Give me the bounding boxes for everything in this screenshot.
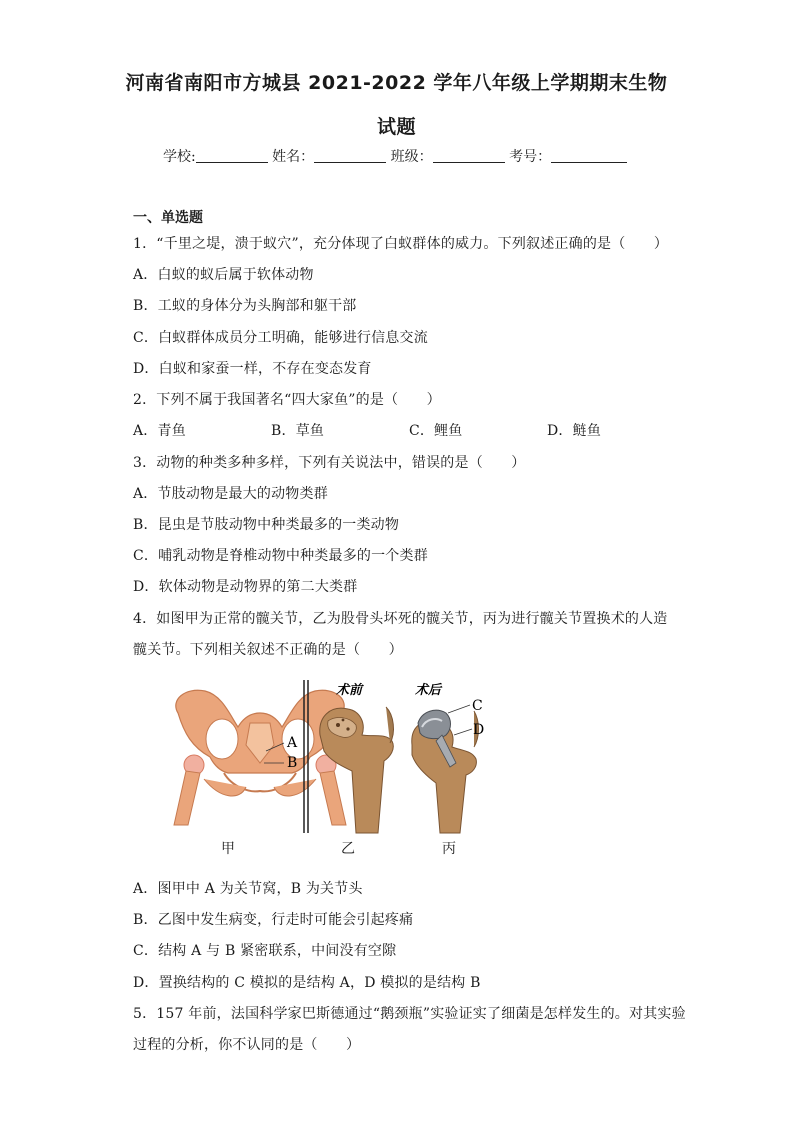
question-4-option-b[interactable]: B．乙图中发生病变，行走时可能会引起疼痛	[133, 912, 414, 928]
question-4-option-d[interactable]: D．置换结构的 C 模拟的是结构 A，D 模拟的是结构 B	[133, 975, 481, 991]
question-4-option-a[interactable]: A．图甲中 A 为关节窝，B 为关节头	[133, 881, 363, 897]
school-blank[interactable]	[196, 148, 268, 163]
class-label: 班级：	[390, 149, 433, 165]
question-4-stem-line-1: 4．如图甲为正常的髋关节，乙为股骨头坏死的髋关节，丙为进行髋关节置换术的人造	[133, 611, 668, 627]
question-3-option-b[interactable]: B．昆虫是节肢动物中种类最多的一类动物	[133, 517, 400, 533]
question-2-option-d[interactable]: D．鲢鱼	[547, 423, 602, 439]
question-3-stem: 3．动物的种类多种多样，下列有关说法中，错误的是（ ）	[133, 455, 526, 471]
exam-no-label: 考号：	[509, 149, 552, 165]
exam-title-line-1: 河南省南阳市方城县 2021-2022 学年八年级上学期期末生物	[125, 72, 668, 94]
question-4-stem-line-2: 髋关节。下列相关叙述不正确的是（ ）	[133, 642, 403, 658]
question-2-option-c[interactable]: C．鲤鱼	[409, 423, 463, 439]
figure-caption-yi: 乙	[341, 841, 355, 857]
name-blank[interactable]	[314, 148, 386, 163]
marker-d: D	[473, 722, 485, 738]
question-3-option-a[interactable]: A．节肢动物是最大的动物类群	[133, 486, 328, 502]
question-5-stem-line-2: 过程的分析，你不认同的是（ ）	[133, 1037, 361, 1053]
question-1-stem: 1．“千里之堤，溃于蚁穴”，充分体现了白蚁群体的威力。下列叙述正确的是（ ）	[133, 236, 669, 252]
figure-caption-jia: 甲	[221, 841, 235, 857]
figure-caption-bing: 丙	[442, 841, 456, 857]
class-blank[interactable]	[433, 148, 505, 163]
marker-c: C	[472, 698, 483, 714]
question-2-option-b[interactable]: B．草鱼	[271, 423, 325, 439]
question-4-option-c[interactable]: C．结构 A 与 B 紧密联系，中间没有空隙	[133, 943, 397, 959]
student-info-line	[163, 146, 627, 166]
question-3-option-d[interactable]: D．软体动物是动物界的第二大类群	[133, 579, 358, 595]
question-2-stem: 2．下列不属于我国著名“四大家鱼”的是（ ）	[133, 392, 441, 408]
label-after-surgery: 术后	[415, 683, 442, 698]
exam-no-blank[interactable]	[551, 148, 627, 163]
marker-b: B	[287, 755, 298, 771]
label-before-surgery: 术前	[336, 683, 363, 698]
question-1-option-b[interactable]: B．工蚁的身体分为头胸部和躯干部	[133, 298, 357, 314]
section-heading: 一、单选题	[133, 210, 203, 226]
exam-title-line-2: 试题	[376, 116, 416, 138]
question-3-option-c[interactable]: C．哺乳动物是脊椎动物中种类最多的一个类群	[133, 548, 428, 564]
name-label: 姓名：	[272, 149, 315, 165]
question-1-option-d[interactable]: D．白蚁和家蚕一样，不存在变态发育	[133, 361, 372, 377]
question-1-option-a[interactable]: A．白蚁的蚁后属于软体动物	[133, 267, 314, 283]
marker-a: A	[287, 735, 298, 751]
hip-joint-figure	[160, 675, 500, 865]
pelvis-illustration	[174, 690, 346, 825]
femur-after-illustration	[412, 705, 479, 833]
question-5-stem-line-1: 5．157 年前，法国科学家巴斯德通过“鹅颈瓶”实验证实了细菌是怎样发生的。对其实验	[133, 1006, 686, 1022]
question-1-option-c[interactable]: C．白蚁群体成员分工明确，能够进行信息交流	[133, 330, 428, 346]
question-2-option-a[interactable]: A．青鱼	[133, 423, 186, 439]
school-label: 学校:	[163, 149, 196, 165]
